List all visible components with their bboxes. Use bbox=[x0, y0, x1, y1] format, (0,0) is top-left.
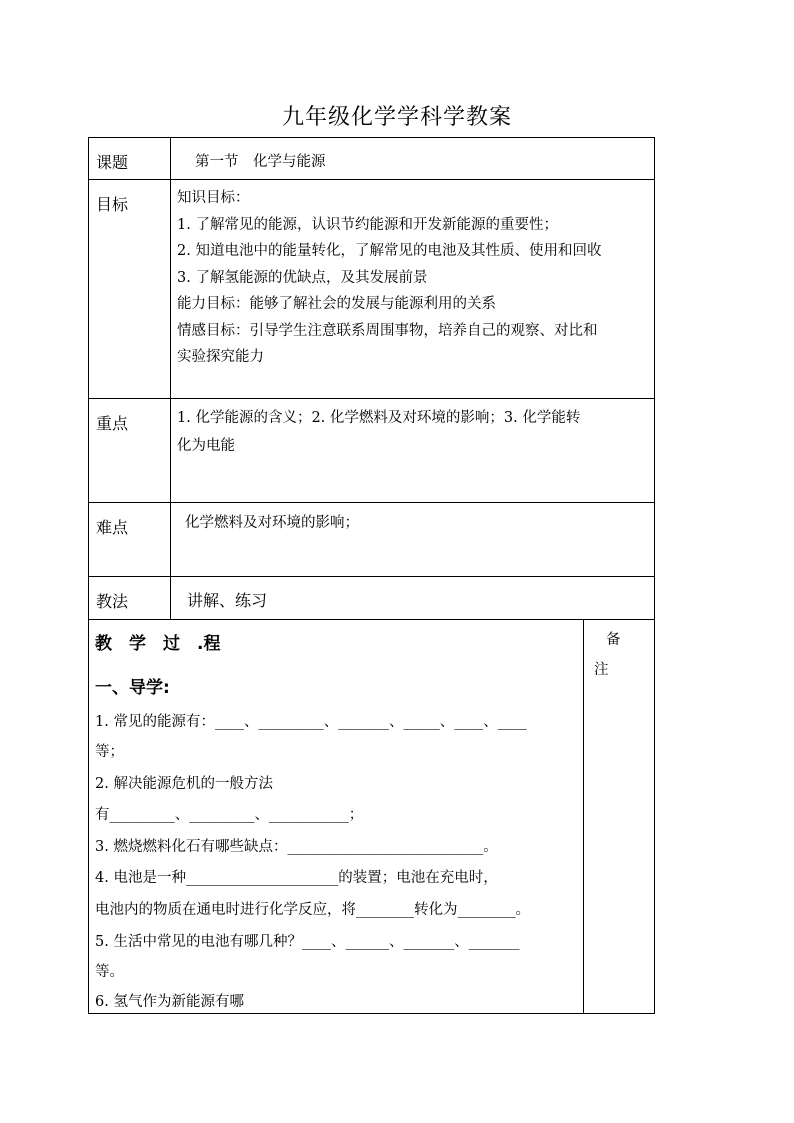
exercise-line: 2. 解决能源危机的一般方法 bbox=[95, 776, 273, 792]
method-content: 讲解、练习 bbox=[171, 577, 655, 620]
goals-line: 1. 了解常见的能源，认识节约能源和开发新能源的重要性； bbox=[177, 216, 558, 233]
exercise-line: 等。 bbox=[95, 964, 124, 980]
goals-content bbox=[171, 180, 655, 399]
notes-label-2: 注 bbox=[594, 662, 609, 678]
teaching-process-box bbox=[88, 619, 655, 1014]
exercise-line: 有_________、_________、___________； bbox=[95, 807, 364, 823]
key-points-content bbox=[171, 399, 655, 503]
exercise-line: 4. 电池是一种_____________________的装置；电池在充电时， bbox=[95, 870, 498, 886]
difficulties-label: 难点 bbox=[89, 503, 171, 577]
key-points-label: 重点 bbox=[89, 399, 171, 503]
exercise-line: 5. 生活中常见的电池有哪几种？____、______、_______、_______ bbox=[95, 934, 520, 950]
goals-line: 3. 了解氢能源的优缺点，及其发展前景 bbox=[177, 269, 428, 286]
key-points-line: 1. 化学能源的含义；2. 化学燃料及对环境的影响；3. 化学能转 bbox=[177, 410, 581, 426]
key-points-line: 化为电能 bbox=[177, 438, 235, 454]
goals-line: 实验探究能力 bbox=[177, 349, 264, 365]
topic-content: 第一节 化学与能源 bbox=[171, 138, 655, 180]
method-label: 教法 bbox=[89, 577, 171, 620]
notes-label-1: 备 bbox=[606, 632, 621, 648]
goals-line: 能力目标：能够了解社会的发展与能源利用的关系 bbox=[177, 296, 496, 312]
exercise-line: 1. 常见的能源有：____、_________、_______、_____、____、____ bbox=[95, 714, 527, 730]
goals-line: 2. 知道电池中的能量转化，了解常见的电池及其性质、使用和回收 bbox=[177, 243, 602, 259]
page-title: 九年级化学学科学教案 bbox=[281, 105, 512, 130]
process-heading: 教 学 过 .程 bbox=[95, 634, 221, 654]
difficulties-content: 化学燃料及对环境的影响； bbox=[171, 503, 655, 577]
exercise-line: 等； bbox=[95, 744, 124, 760]
column-divider bbox=[583, 620, 584, 1013]
goals-line: 情感目标：引导学生注意联系周围事物，培养自己的观察、对比和 bbox=[177, 322, 598, 339]
exercise-line: 电池内的物质在通电时进行化学反应，将________转化为________。 bbox=[95, 902, 530, 918]
lesson-info-table bbox=[88, 137, 655, 620]
goals-line: 知识目标： bbox=[177, 190, 250, 206]
exercise-line: 3. 燃烧燃料化石有哪些缺点：___________________________。 bbox=[95, 839, 498, 855]
goals-label: 目标 bbox=[89, 180, 171, 399]
exercise-line: 6. 氢气作为新能源有哪 bbox=[95, 994, 244, 1010]
section-heading: 一、导学: bbox=[95, 678, 170, 698]
topic-label: 课题 bbox=[89, 138, 171, 180]
